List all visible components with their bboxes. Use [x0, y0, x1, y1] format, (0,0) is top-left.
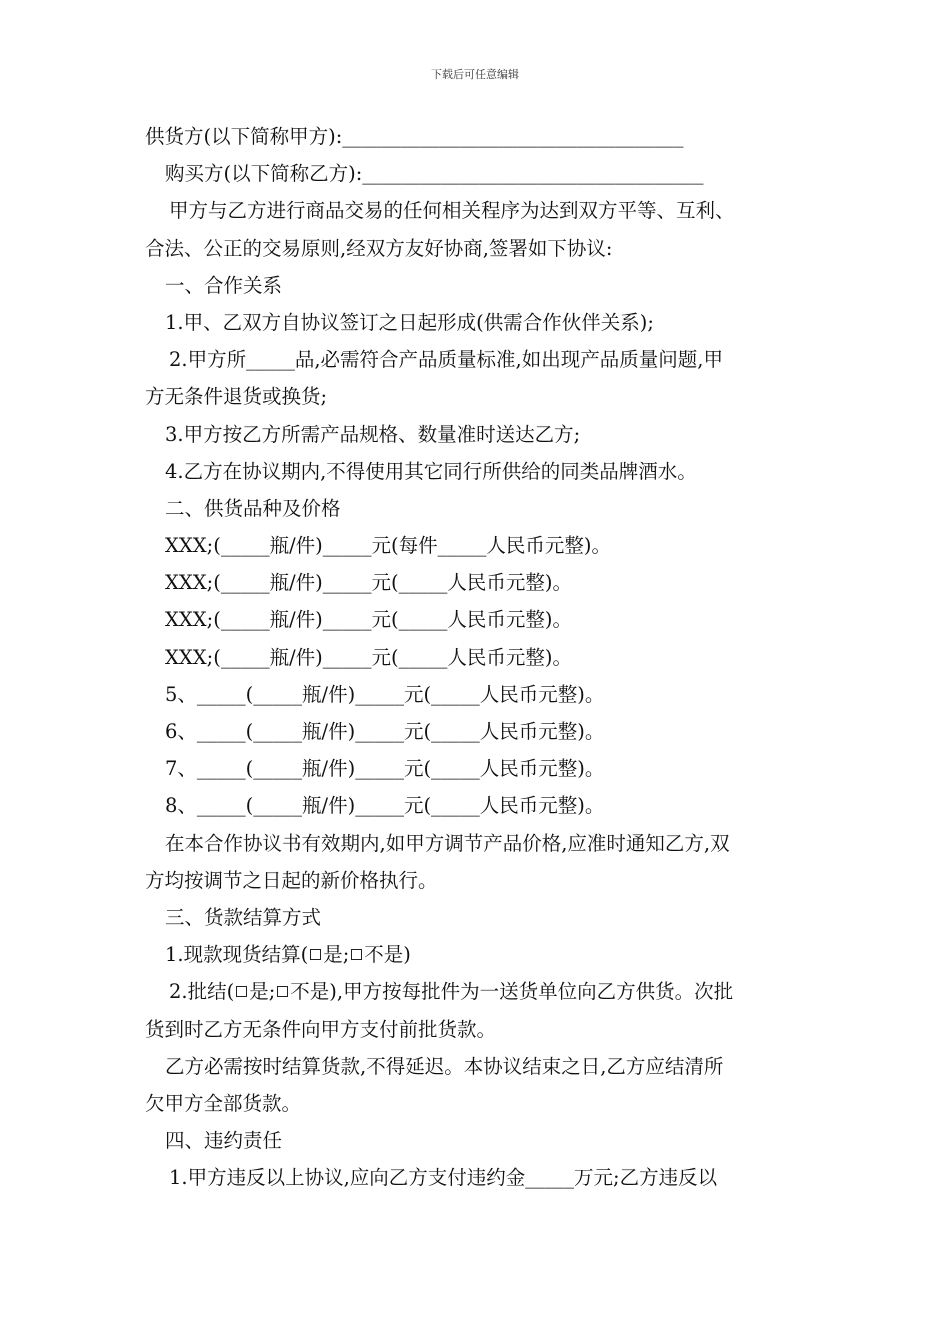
- section-3-note-b: 欠甲方全部货款。: [145, 1091, 302, 1115]
- intro-line-2: 合法、公正的交易原则,经双方友好协商,签署如下协议:: [145, 236, 613, 260]
- header-note: 下载后可任意编辑: [431, 68, 519, 81]
- price-line-5: 5、_____(_____瓶/件)_____元(_____人民币元整)。: [165, 682, 605, 706]
- price-line-2: XXX;(_____瓶/件)_____元(_____人民币元整)。: [165, 571, 572, 595]
- price-line-6: 6、_____(_____瓶/件)_____元(_____人民币元整)。: [165, 720, 605, 743]
- option-yes-2: 是;: [249, 980, 276, 1004]
- section-3-item-2-prefix: 2.批结(: [169, 980, 235, 1004]
- price-line-7: 7、_____(_____瓶/件)_____元(_____人民币元整)。: [165, 757, 605, 781]
- buyer-line: 购买方(以下简称乙方):___________________________________: [165, 162, 704, 186]
- price-note-a: 在本合作协议书有效期内,如甲方调节产品价格,应准时通知乙方,双: [165, 831, 730, 855]
- section-1-item-2b: 方无条件退货或换货;: [145, 385, 328, 409]
- section-3-item-1-prefix: 1.现款现货结算(: [165, 943, 309, 967]
- price-line-8: 8、_____(_____瓶/件)_____元(_____人民币元整)。: [165, 794, 605, 818]
- checkbox-icon[interactable]: [351, 949, 362, 960]
- option-no: 不是): [364, 943, 411, 967]
- price-note-b: 方均按调节之日起的新价格执行。: [145, 868, 438, 892]
- price-line-1: XXX;(_____瓶/件)_____元(每件_____人民币元整)。: [165, 534, 611, 558]
- price-line-4: XXX;(_____瓶/件)_____元(_____人民币元整)。: [165, 645, 572, 669]
- section-3-item-1: [145, 936, 825, 973]
- checkbox-icon[interactable]: [277, 986, 288, 997]
- section-1-item-3: 3.甲方按乙方所需产品规格、数量准时送达乙方;: [165, 422, 581, 446]
- option-yes: 是;: [323, 943, 350, 967]
- section-1-item-1: 1.甲、乙双方自协议签订之日起形成(供需合作伙伴关系);: [165, 310, 654, 334]
- section-4-item-1: 1.甲方违反以上协议,应向乙方支付违约金_____万元;乙方违反以: [169, 1166, 718, 1190]
- section-3-item-2a: [145, 973, 825, 1010]
- supplier-line: 供货方(以下简称甲方):___________________________________: [145, 125, 684, 148]
- price-line-3: XXX;(_____瓶/件)_____元(_____人民币元整)。: [165, 608, 572, 632]
- section-2-title: 二、供货品种及价格: [165, 496, 341, 520]
- section-4-title: 四、违约责任: [165, 1129, 283, 1153]
- section-1-item-4: 4.乙方在协议期内,不得使用其它同行所供给的同类品牌酒水。: [165, 459, 697, 483]
- section-3-item-2-rest: 不是),甲方按每批件为一送货单位向乙方供货。次批: [290, 980, 734, 1004]
- section-3-item-2b: 货到时乙方无条件向甲方支付前批货款。: [145, 1017, 497, 1041]
- section-1-item-2a: 2.甲方所_____品,必需符合产品质量标准,如出现产品质量问题,甲: [169, 348, 723, 372]
- checkbox-icon[interactable]: [236, 986, 247, 997]
- document-body: [145, 118, 825, 1196]
- checkbox-icon[interactable]: [310, 949, 321, 960]
- section-1-title: 一、合作关系: [165, 273, 283, 297]
- section-3-note-a: 乙方必需按时结算货款,不得延迟。本协议结束之日,乙方应结清所: [165, 1054, 724, 1078]
- intro-line-1: 甲方与乙方进行商品交易的任何相关程序为达到双方平等、互利、: [169, 199, 735, 223]
- section-3-title: 三、货款结算方式: [165, 905, 322, 929]
